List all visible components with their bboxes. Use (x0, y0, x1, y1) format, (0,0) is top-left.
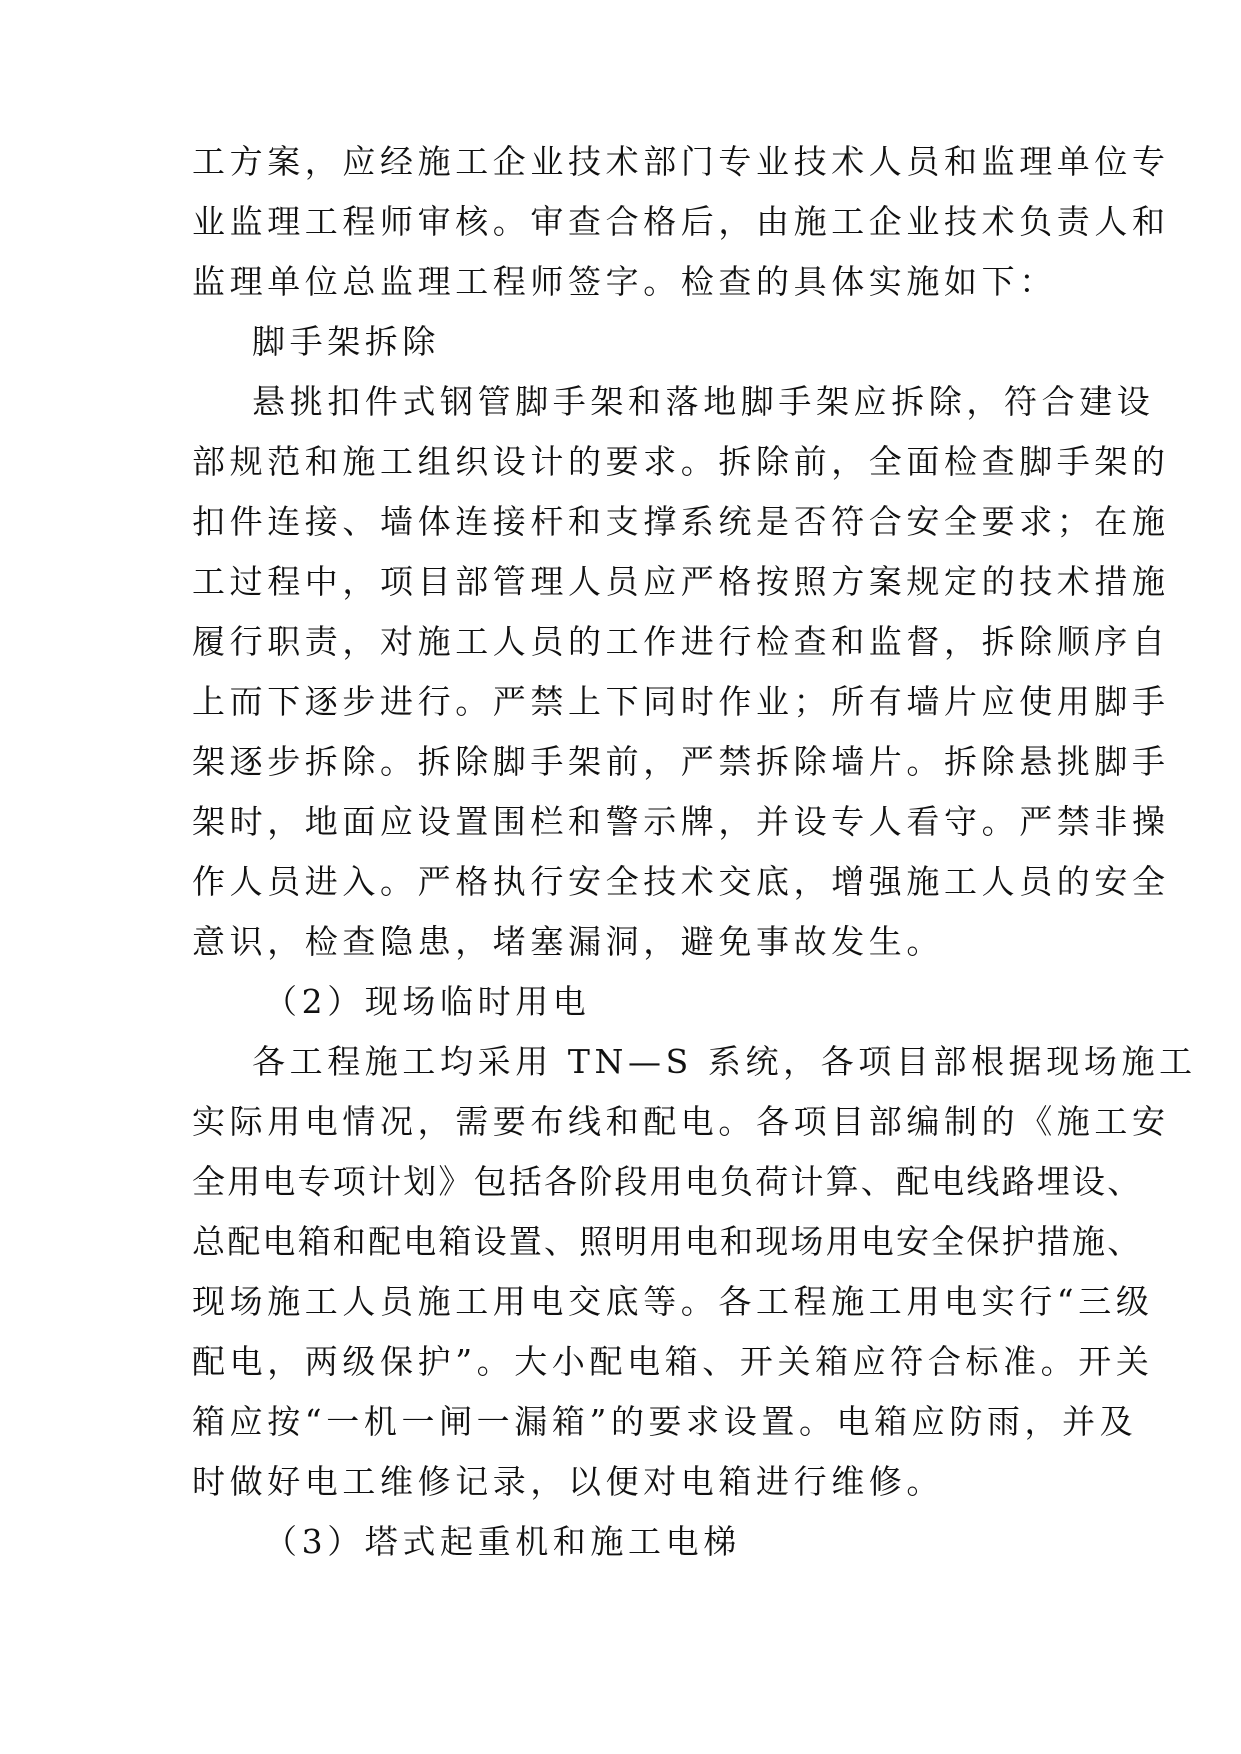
body-text-line: 时做好电工维修记录，以便对电箱进行维修。 (192, 1462, 944, 1501)
body-text-line: 箱应按“一机一闸一漏箱”的要求设置。电箱应防雨，并及 (192, 1402, 1138, 1441)
body-text-line: 意识，检查隐患，堵塞漏洞，避免事故发生。 (192, 922, 944, 961)
section-heading-scaffold-removal: 脚手架拆除 (252, 322, 440, 361)
body-text-line: 架逐步拆除。拆除脚手架前，严禁拆除墙片。拆除悬挑脚手 (192, 742, 1170, 781)
body-text-line: 部规范和施工组织设计的要求。拆除前，全面检查脚手架的 (192, 442, 1170, 481)
body-text-line: 履行职责，对施工人员的工作进行检查和监督，拆除顺序自 (192, 622, 1170, 661)
paragraph-first-line: 各工程施工均采用 TN—S 系统，各项目部根据现场施工 (252, 1042, 1197, 1081)
body-text-line: 监理单位总监理工程师签字。检查的具体实施如下： (192, 262, 1057, 301)
body-text-line: 工过程中，项目部管理人员应严格按照方案规定的技术措施 (192, 562, 1170, 601)
body-text-line: 总配电箱和配电箱设置、照明用电和现场用电安全保护措施、 (192, 1222, 1143, 1261)
body-text-line: 架时，地面应设置围栏和警示牌，并设专人看守。严禁非操 (192, 802, 1170, 841)
section-heading-tower-crane: （3）塔式起重机和施工电梯 (264, 1522, 741, 1561)
document-body (192, 132, 1197, 1572)
body-text-line: 扣件连接、墙体连接杆和支撑系统是否符合安全要求；在施 (192, 502, 1170, 541)
body-text-line: 上而下逐步进行。严禁上下同时作业；所有墙片应使用脚手 (192, 682, 1170, 721)
paragraph-first-line: 悬挑扣件式钢管脚手架和落地脚手架应拆除，符合建设 (252, 382, 1155, 421)
section-heading-temporary-power: （2）现场临时用电 (264, 982, 591, 1021)
body-text-line: 实际用电情况，需要布线和配电。各项目部编制的《施工安 (192, 1102, 1170, 1141)
body-text-line: 工方案，应经施工企业技术部门专业技术人员和监理单位专 (192, 142, 1170, 181)
body-text-line: 现场施工人员施工用电交底等。各工程施工用电实行“三级 (192, 1282, 1154, 1321)
body-text-line: 全用电专项计划》包括各阶段用电负荷计算、配电线路埋设、 (192, 1162, 1143, 1201)
body-text-line: 作人员进入。严格执行安全技术交底，增强施工人员的安全 (192, 862, 1170, 901)
body-text-line: 业监理工程师审核。审查合格后，由施工企业技术负责人和 (192, 202, 1170, 241)
body-text-line: 配电，两级保护”。大小配电箱、开关箱应符合标准。开关 (192, 1342, 1154, 1381)
